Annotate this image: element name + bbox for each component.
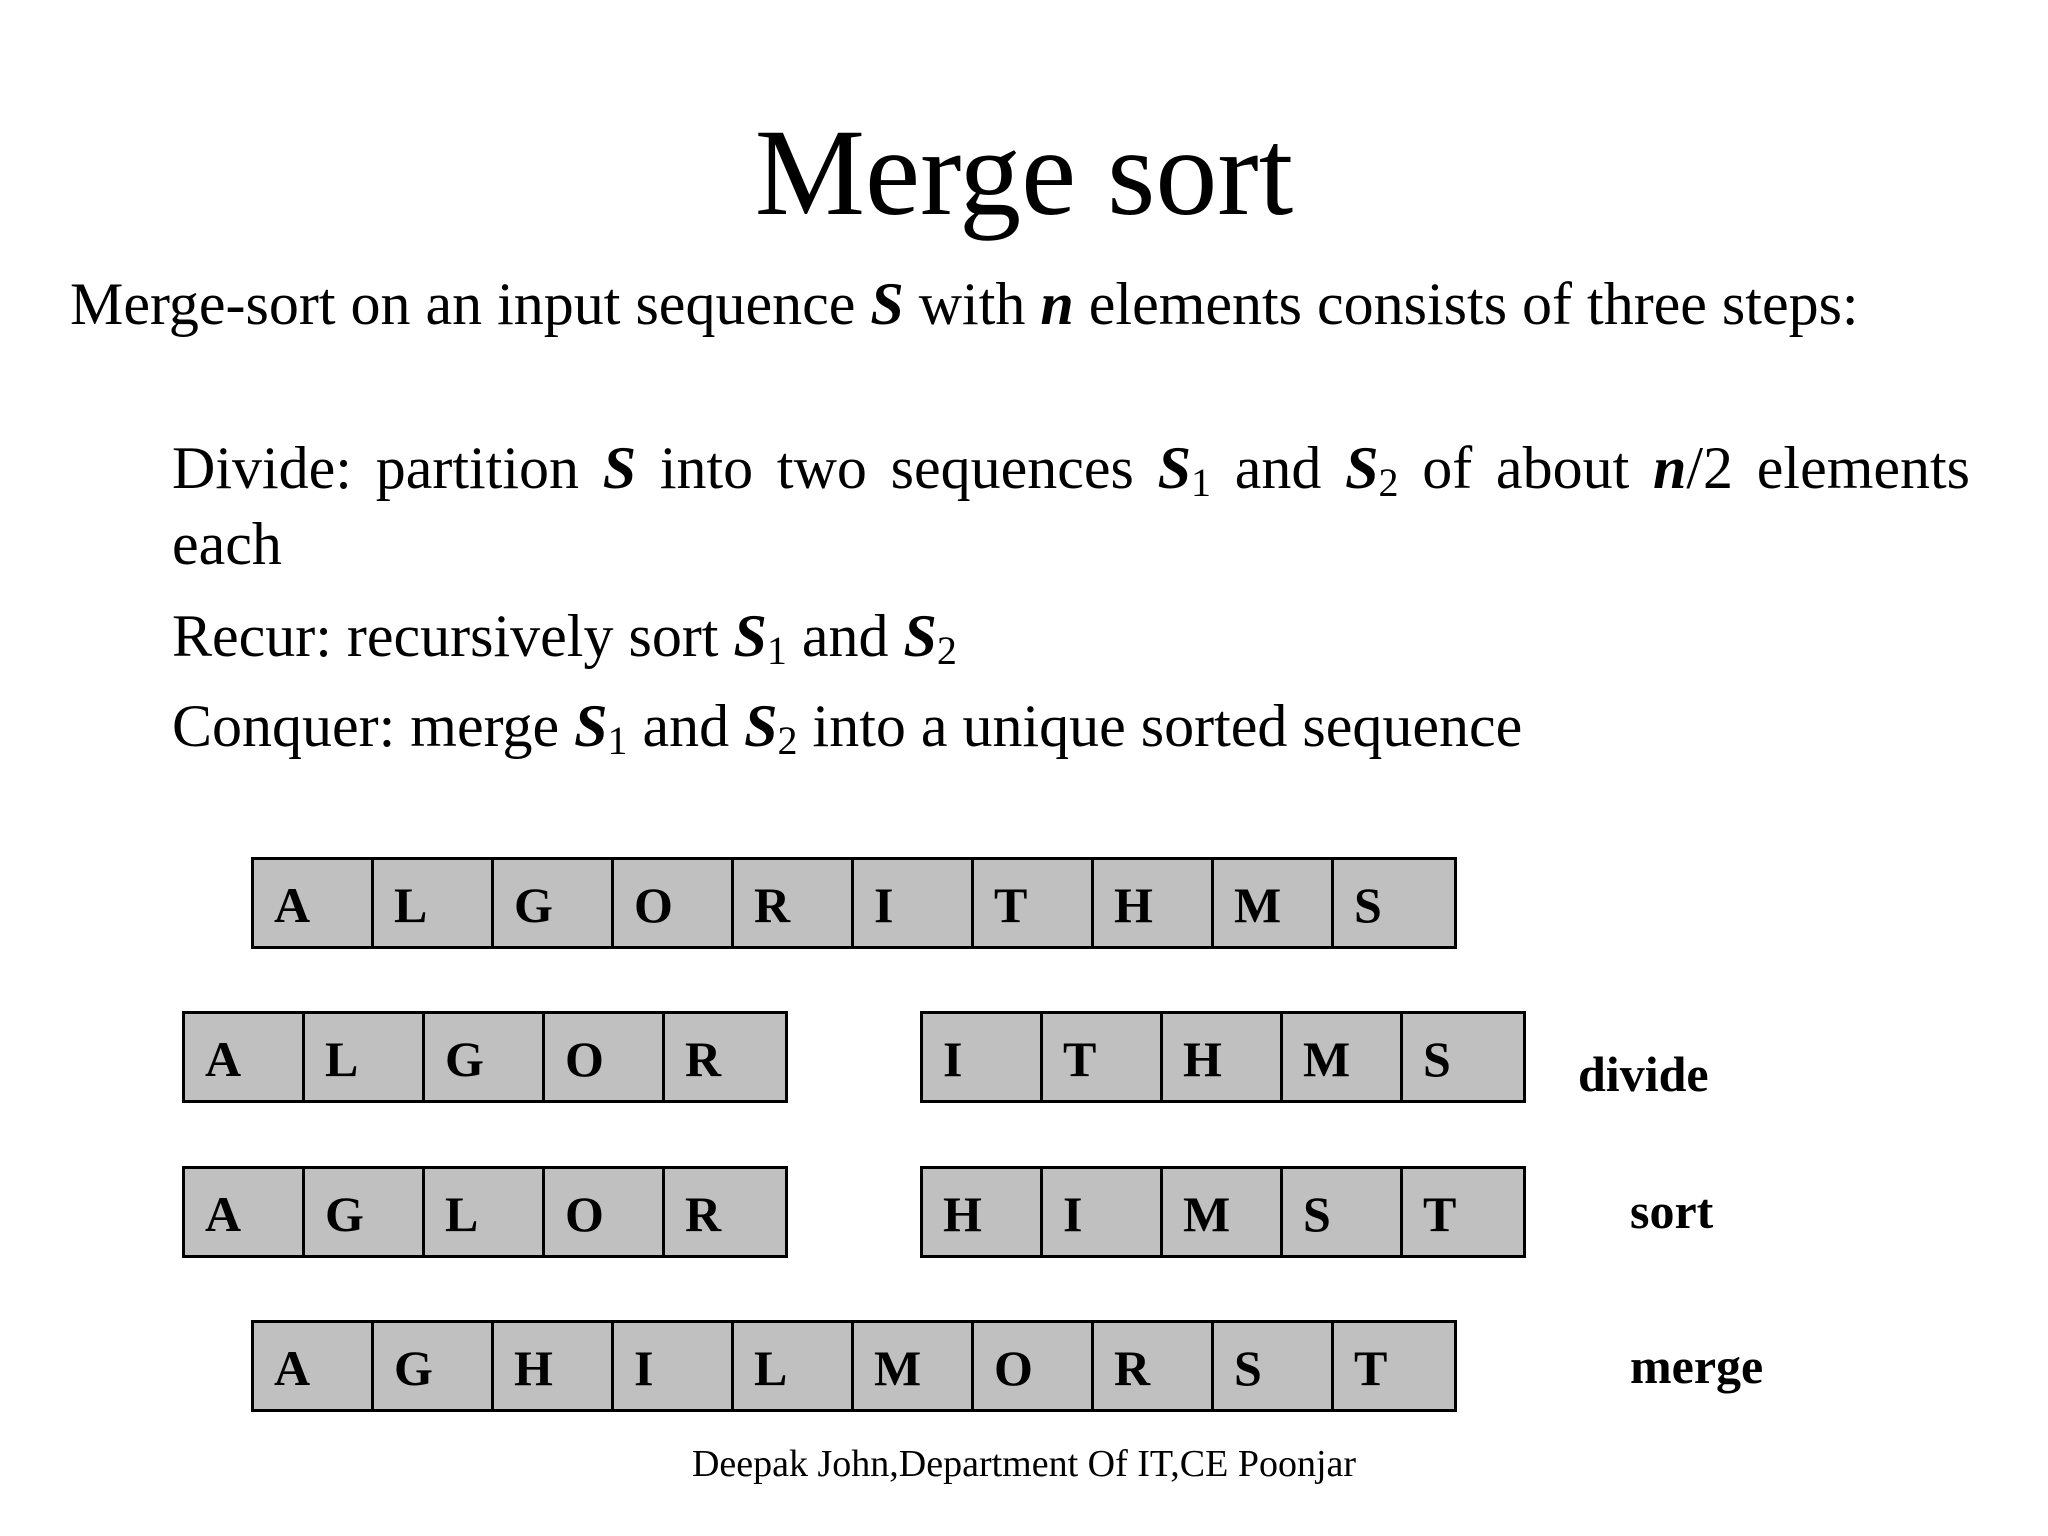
conquer-text-b: and [627,693,745,759]
array-cell: R [1094,1323,1214,1409]
array-cell: R [685,1186,722,1242]
conquer-text-c: into a unique sorted sequence [797,693,1523,759]
intro-text-b: with [903,271,1041,337]
divide-sub-1: 1 [1191,460,1211,505]
conquer-sub-1: 1 [607,718,628,763]
divided-right-array [920,1011,1526,1103]
array-cell: I [614,1323,734,1409]
array-cell: I [854,860,974,946]
array-cell: H [1094,860,1214,946]
array-cell: H [494,1323,614,1409]
array-cell: S [1354,877,1382,933]
input-array [251,857,1457,949]
conquer-var-s1: S [574,693,608,759]
step-conquer [172,688,1970,764]
array-cell: L [305,1014,425,1100]
intro-var-n: n [1040,271,1074,337]
array-cell: G [425,1014,545,1100]
sort-label: sort [1630,1183,1714,1239]
array-cell: M [1163,1169,1283,1255]
array-cell: A [185,1014,305,1100]
array-cell: H [1163,1014,1283,1100]
intro-text-c: elements consists of three steps: [1073,271,1859,337]
array-cell: O [614,860,734,946]
array-cell: G [305,1169,425,1255]
conquer-var-s2: S [744,693,778,759]
divide-var-s: S [602,435,637,501]
array-cell: M [854,1323,974,1409]
array-cell: H [923,1169,1043,1255]
recur-text-b: and [786,603,904,669]
recur-sub-2: 2 [936,628,957,673]
array-cell: O [545,1014,665,1100]
array-cell: S [1423,1031,1451,1087]
recur-var-s2: S [903,603,937,669]
recur-sub-1: 1 [766,628,787,673]
array-cell: T [974,860,1094,946]
merge-label: merge [1630,1338,1764,1394]
intro-paragraph [70,266,1970,342]
merged-array [251,1320,1457,1412]
array-cell: O [545,1169,665,1255]
divide-var-s1: S [1157,435,1191,501]
array-cell: A [185,1169,305,1255]
array-cell: T [1423,1186,1457,1242]
array-cell: L [734,1323,854,1409]
array-cell: A [254,1323,374,1409]
divided-left-array [182,1011,788,1103]
array-cell: S [1283,1169,1403,1255]
array-cell: O [974,1323,1094,1409]
divide-label: divide [1578,1046,1709,1102]
recur-text-a: Recur: recursively sort [172,603,734,669]
divide-var-n: n [1652,435,1687,501]
array-cell: L [374,860,494,946]
divide-sub-2: 2 [1378,460,1399,505]
array-cell: R [685,1031,722,1087]
step-divide [172,430,1970,582]
array-cell: I [923,1014,1043,1100]
footer-credit: Deepak John,Department Of IT,CE Poonjar [691,1443,1357,1485]
array-cell: L [425,1169,545,1255]
sorted-right-array [920,1166,1526,1258]
array-cell: R [734,860,854,946]
array-cell: G [494,860,614,946]
divide-text-d: of about [1398,435,1653,501]
intro-var-s: S [870,271,904,337]
divide-text-b: into two sequences [636,435,1158,501]
intro-text-a: Merge-sort on an input sequence [70,271,871,337]
divide-text-c: and [1211,435,1346,501]
divide-text-e: /2 elements each [172,435,1971,577]
recur-var-s1: S [733,603,767,669]
array-cell: T [1043,1014,1163,1100]
array-cell: T [1354,1340,1388,1396]
array-cell: S [1214,1323,1334,1409]
array-cell: G [374,1323,494,1409]
conquer-text-a: Conquer: merge [172,693,575,759]
conquer-sub-2: 2 [777,718,798,763]
sorted-left-array [182,1166,788,1258]
array-cell: I [1043,1169,1163,1255]
divide-var-s2: S [1345,435,1379,501]
array-cell: A [254,860,374,946]
divide-text-a: Divide: partition [172,435,603,501]
slide-title: Merge sort [754,104,1294,241]
step-recur [172,598,1970,674]
array-cell: M [1214,860,1334,946]
array-cell: M [1283,1014,1403,1100]
